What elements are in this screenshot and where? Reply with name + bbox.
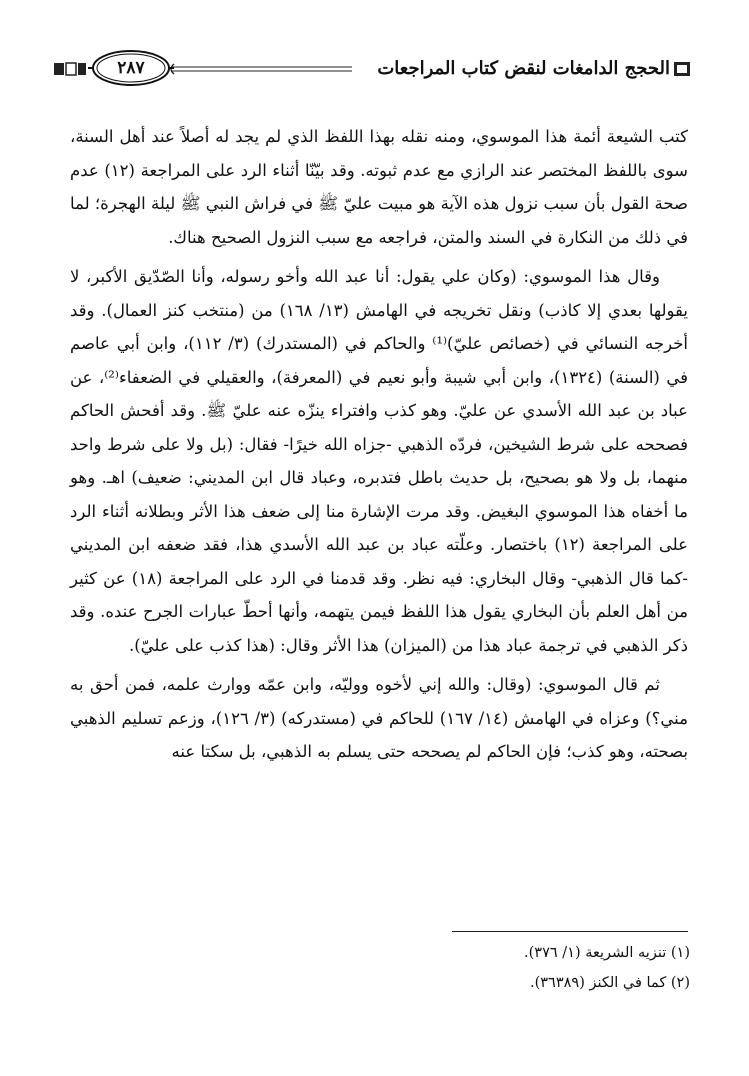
paragraph: كتب الشيعة أئمة هذا الموسوي، ومنه نقله بهذا اللفظ الذي لم يجد له أصلاً عند أهل السنة، سوى باللفظ المختصر عند الرازي مع عدم ثبوته. وقد بيّنّا أثناء الرد على المراجعة (١٢) عدم صحة القول بأن سبب نزول هذه الآية هو مبيت عليّ ﷺ في فراش النبي ﷺ ليلة الهجرة؛ لما في ذلك من النكارة في السند والمتن، فراجعه مع سبب النزول الصحيح هناك. (70, 127, 688, 247)
running-header (52, 46, 692, 96)
footnote: (١) تنزيه الشريعة (١/ ٣٧٦). (524, 945, 690, 961)
footnote: (٢) كما في الكنز (٣٦٣٨٩). (529, 975, 690, 991)
footnote-separator (452, 931, 688, 932)
main-text (70, 120, 688, 769)
paragraph: ثم قال الموسوي: (وقال: والله إني لأخوه ووليّه، وابن عمّه ووارث علمه، فمن أحق به مني؟) وعزاه في الهامش (١٤/ ١٦٧) للحاكم في (مستدركه) (٣/ ١٢٦)، وزعم تسليم الذهبي بصحته، وهو كذب؛ فإن الحاكم لم يصححه حتى يسلم به الذهبي، بل سكتا عنه (70, 675, 688, 761)
paragraph: وقال هذا الموسوي: (وكان علي يقول: أنا عبد الله وأخو رسوله، وأنا الصّدّيق الأكبر، لا يقولها بعدي إلا كاذب) ونقل تخريجه في الهامش (١٣/ ١٦٨) من (منتخب كنز العمال). وقد أخرجه النسائي في (خصائص عليّ)⁽¹⁾ والحاكم في (المستدرك) (٣/ ١١٢)، وابن أبي عاصم في (السنة) (١٣٢٤)، وابن أبي شيبة وأبو نعيم في (المعرفة)، والعقيلي في الضعفاء⁽²⁾، عن عباد بن عبد الله الأسدي عن عليّ. وهو كذب وافتراء ينزّه عنه عليّ ﷺ. وقد أفحش الحاكم فصححه على شرط الشيخين، فردّه الذهبي -جزاه الله خيرًا- فقال: (بل ولا على شرط واحد منهما، بل ولا هو بصحيح، بل حديث باطل فتدبره، وعباد قال ابن المديني: ضعيف) اهـ. وهو ما أخفاه هذا الموسوي البغيض. وقد مرت الإشارة منا إلى ضعف هذا الأثر وبطلانه أثناء الرد على المراجعة (١٢) باختصار. وعلّته عباد بن عبد الله الأسدي هذا، فقد ضعفه ابن المديني -كما قال الذهبي- وقال البخاري: فيه نظر. وقد قدمنا في الرد على المراجعة (١٨) عن كثير من أهل العلم بأن البخاري يقول هذا اللفظ فيمن يتهمه، وأنها أحطّ عبارات الجرح عنده. وقد ذكر الذهبي في ترجمة عباد هذا من (الميزان) هذا الأثر وقال: (هذا كذب على عليّ). (70, 267, 689, 655)
footnotes (300, 938, 690, 998)
page-number: ٢٨٧ (117, 58, 145, 78)
running-title: الحجج الدامغات لنقض كتاب المراجعات (377, 58, 670, 79)
